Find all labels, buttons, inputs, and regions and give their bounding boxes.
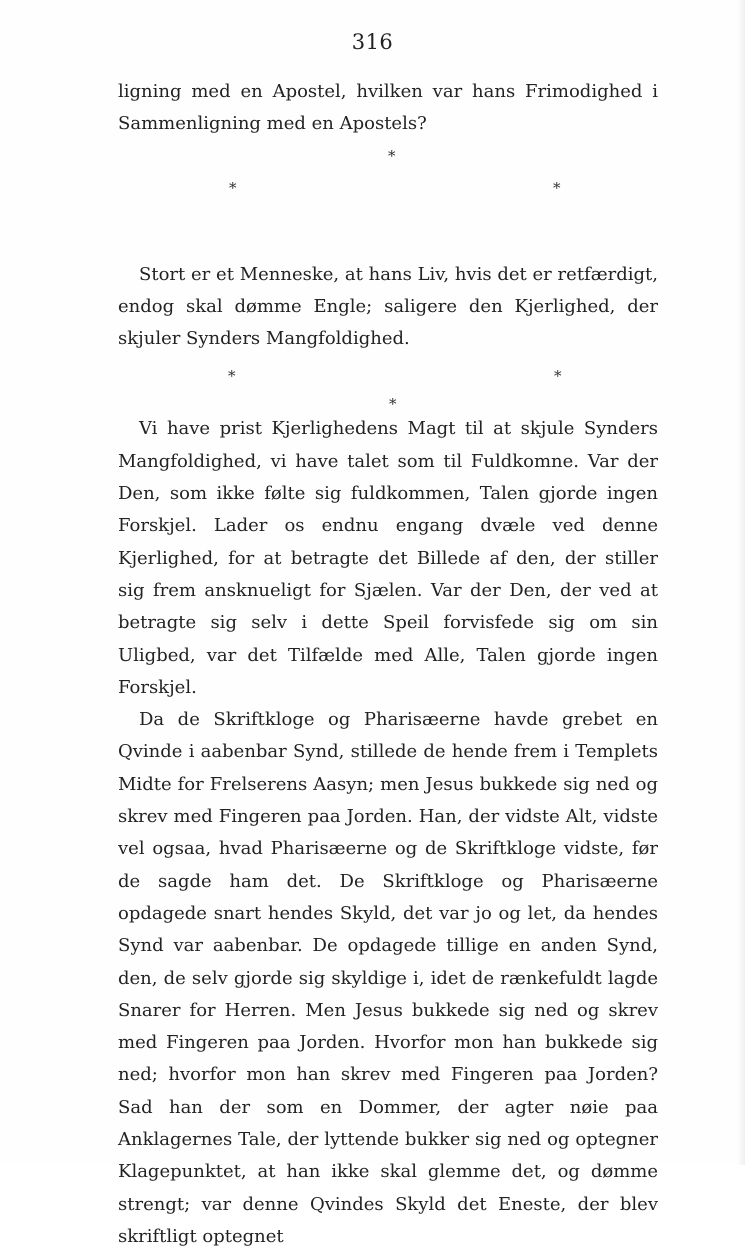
page-edge-shadow [737,0,745,1165]
page-body [118,76,658,1253]
asterisk-ornament: * [554,367,562,386]
asterisk-ornament: * [388,146,396,165]
asterism-separator-2 [118,355,658,413]
paragraph-continued: ligning med en Apostel, hvilken var hans Frimodighed i Sammenligning med en Apostels? [118,81,658,135]
asterisk-ornament: * [228,367,236,386]
page-number: 316 [351,30,394,54]
asterisk-ornament: * [229,178,237,197]
paragraph: Stort er et Menneske, at hans Liv, hvis det er retfærdigt, endog skal dømme Engle; saligere den Kjerlighed, der skjuler Synders Mangfoldighed. [118,263,658,350]
paragraph: Vi have prist Kjerlighedens Magt til at skjule Synders Mangfoldighed, vi have talet som til Fuldkomne. Var der Den, som ikke følte sig fuldkommen, Talen gjorde ingen Forskjel. Lader os endnu engang dvæle ved denne Kjerlighed, for at betragte det Billede af den, der stiller sig frem ansknueligt for Sjælen. Var der Den, der ved at betragte sig selv i dette Speil forvisfede sig om sin Uligbed, var det Tilfælde med Alle, Talen gjorde ingen Forskjel. [118,418,658,698]
asterisk-ornament: * [553,178,561,197]
asterisk-ornament: * [389,395,397,414]
asterism-separator-1 [118,141,658,259]
paragraph: Da de Skriftkloge og Pharisæerne havde grebet en Qvinde i aabenbar Synd, stillede de hende frem i Templets Midte for Frelserens Aasyn; men Jesus bukkede sig ned og skrev med Fingeren paa Jorden. Han, der vidste Alt, vidste vel ogsaa, hvad Pharisæerne og de Skriftkloge vidste, før de sagde ham det. De Skriftkloge og Pharisæerne opdagede snart hendes Skyld, det var jo og let, da hendes Synd var aabenbar. De opdagede tillige en anden Synd, den, de selv gjorde sig skyldige i, idet de rænkefuldt lagde Snarer for Herren. Men Jesus bukkede sig ned og skrev med Fingeren paa Jorden. Hvorfor mon han bukkede sig ned; hvorfor mon han skrev med Fingeren paa Jorden? Sad han der som en Dommer, der agter nøie paa Anklagernes Tale, der lyttende bukker sig ned og optegner Klagepunktet, at han ikke skal glemme det, og dømme strengt; var denne Qvindes Skyld det Eneste, der blev skriftligt optegnet [118,709,658,1247]
